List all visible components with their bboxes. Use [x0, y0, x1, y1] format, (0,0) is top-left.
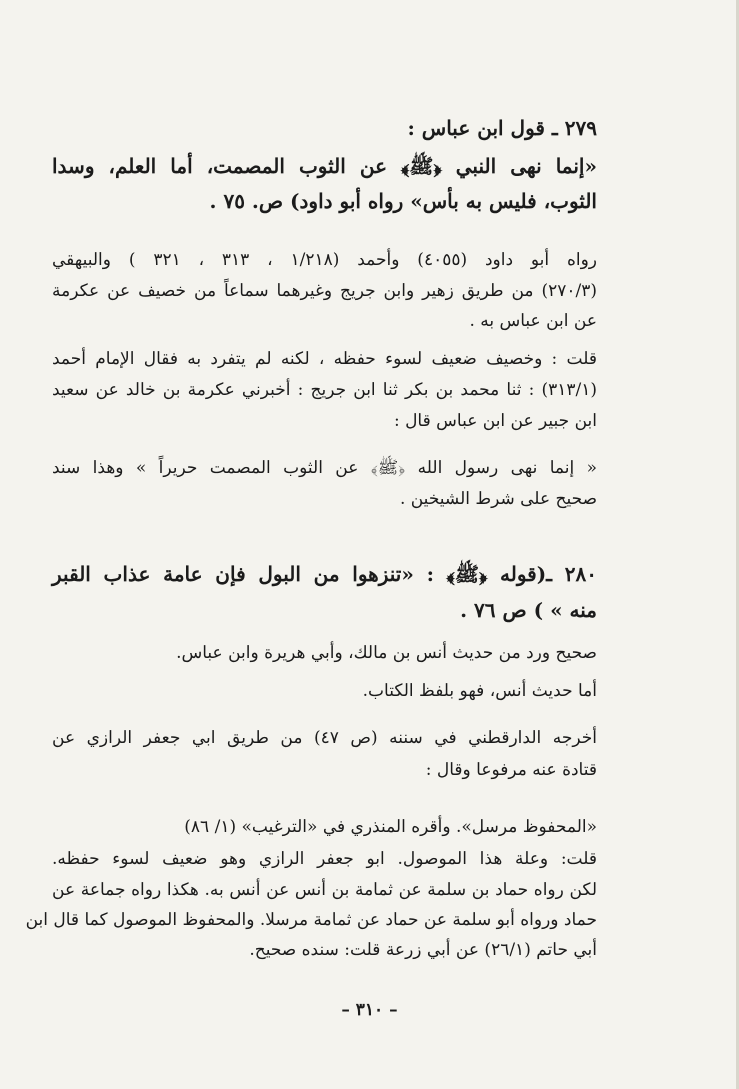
section-280-p3-line-1: أخرجه الدارقطني في سننه (ص ٤٧) من طريق ابي جعفر الرازي عن	[52, 728, 597, 748]
section-280-heading-line-1: ٢٨٠ ـ(قوله ﴿ﷺ﴾ : «تنزهوا من البول فإن عامة عذاب القبر	[52, 562, 597, 586]
section-280-p5-line-2: لكن رواه حماد بن سلمة عن ثمامة بن أنس عن أنس به. هكذا رواه جماعة عن	[52, 880, 597, 900]
section-279-para1-line-1: رواه أبو داود (٤٠٥٥) وأحمد (١/٢١٨ ، ٣١٣ ، ٣٢١ ) والبيهقي	[52, 250, 598, 270]
section-280-p5-line-4: أبي حاتم (٢٦/١) عن أبي زرعة قلت: سنده صحيح.	[249, 940, 597, 960]
section-280-p1: صحيح ورد من حديث أنس بن مالك، وأبي هريرة وابن عباس.	[176, 643, 597, 663]
section-280-p4: «المحفوظ مرسل». وأقره المنذري في «الترغيب» (١/ ٨٦)	[184, 817, 597, 837]
section-279-para2-line-1: قلت : وخصيف ضعيف لسوء حفظه ، لكنه لم يتفرد به فقال الإمام أحمد	[52, 349, 597, 369]
section-279-para2-line-2: (٣١٣/١) : ثنا محمد بن بكر ثنا ابن جريج : أخبرني عكرمة بن خالد عن سعيد	[52, 380, 597, 400]
section-279-para2-line-3: ابن جبير عن ابن عباس قال :	[393, 411, 597, 431]
section-280-p5-line-3: حماد ورواه أبو سلمة عن حماد عن ثمامة مرسلا. والمحفوظ الموصول كما قال ابن	[25, 910, 597, 930]
section-279-quote-line-1: «إنما نهى النبي ﴿ﷺ﴾ عن الثوب المصمت، أما العلم، وسدا	[52, 154, 597, 178]
page-number: – ٣١٠ –	[341, 1000, 398, 1020]
section-279-quote-line-2: الثوب، فليس به بأس» رواه أبو داود) ص. ٧٥ .	[209, 189, 597, 213]
section-280-p5-line-1: قلت: وعلة هذا الموصول. ابو جعفر الرازي وهو ضعيف لسوء حفظه.	[52, 849, 597, 869]
section-279-heading: ٢٧٩ ـ قول ابن عباس :	[407, 116, 597, 140]
section-279-para1-line-2: (٢٧٠/٣) من طريق زهير وابن جريج وغيرهما سماعاً من خصيف عن عكرمة	[52, 281, 597, 301]
section-280-heading-line-2: منه » ) ص ٧٦ .	[460, 598, 597, 622]
section-280-p2: أما حديث أنس، فهو بلفظ الكتاب.	[362, 681, 597, 701]
section-279-para3-line-2: صحيح على شرط الشيخين .	[399, 489, 597, 509]
section-279-para3-line-1: « إنما نهى رسول الله ﴿ﷺ﴾ عن الثوب المصمت حريراً » وهذا سند	[52, 458, 597, 478]
section-279-para1-line-3: عن ابن عباس به .	[469, 311, 597, 331]
section-280-p3-line-2: قتادة عنه مرفوعا وقال :	[425, 760, 597, 780]
